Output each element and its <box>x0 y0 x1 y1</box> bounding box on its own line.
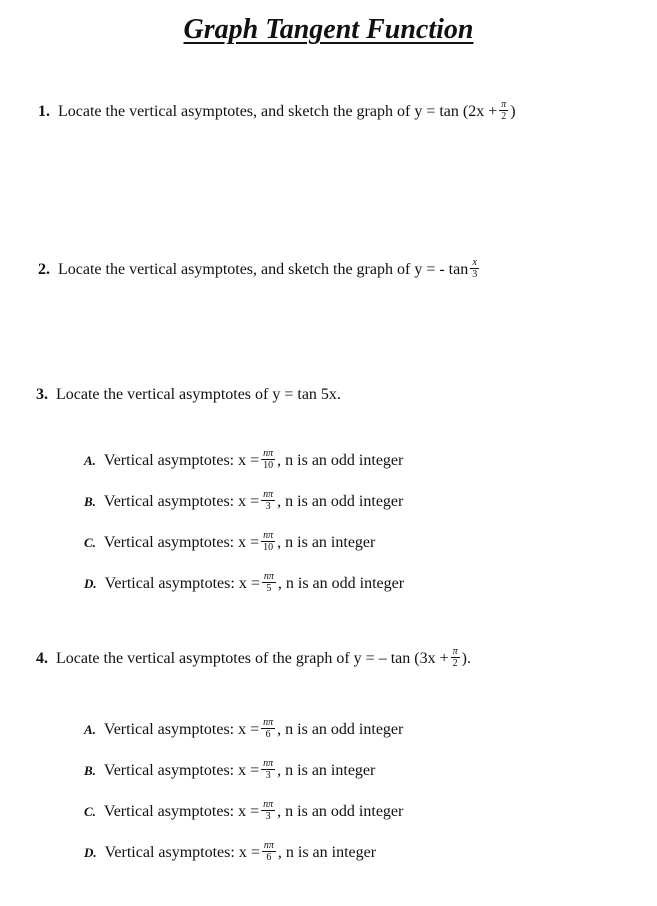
fraction: $\frac{n\pi}{6}$ <box>263 840 274 863</box>
question-2 <box>38 259 481 282</box>
question-1: 1. Locate the vertical asymptotes, and sketch the graph of y = tan (2x + $\frac{\pi}{2}$ ) <box>38 99 516 122</box>
question-number: 4. <box>36 650 48 668</box>
question-3 <box>36 385 341 405</box>
q4-option-c[interactable]: C. Vertical asymptotes: x = $\frac{n\pi}{3}$ , n is an odd integer <box>84 799 404 822</box>
q4-option-a[interactable]: A. Vertical asymptotes: x = $\frac{n\pi}{6}$ , n is an odd integer <box>84 717 404 740</box>
question-number: 3. <box>36 386 48 403</box>
page-title: Graph Tangent Function <box>183 14 474 45</box>
fraction: $\frac{n\pi}{5}$ <box>263 571 274 594</box>
fraction: $\frac{\pi}{2}$ <box>501 99 507 122</box>
question-text: Locate the vertical asymptotes, and sketch the graph of y = - tan <box>58 261 469 279</box>
q3-option-c[interactable]: C. Vertical asymptotes: x = $\frac{n\pi}{10}$ , n is an integer <box>84 530 376 553</box>
fraction: $\frac{n\pi}{10}$ <box>263 530 274 553</box>
fraction: $\frac{n\pi}{6}$ <box>263 717 274 740</box>
question-text: Locate the vertical asymptotes, and sketch the graph of y = tan (2x + <box>58 103 498 121</box>
question-number: 1. <box>38 103 50 121</box>
q4-option-b[interactable]: B. Vertical asymptotes: x = $\frac{n\pi}{3}$ , n is an integer <box>84 758 376 781</box>
question-4: 4. Locate the vertical asymptotes of the graph of y = – tan (3x + $\frac{\pi}{2}$ ). <box>36 646 471 669</box>
q4-option-d[interactable]: D. Vertical asymptotes: x = $\frac{n\pi}{6}$ , n is an integer <box>84 840 377 863</box>
question-text: Locate the vertical asymptotes of the graph of y = – tan (3x + <box>56 650 449 668</box>
q3-option-a[interactable]: A. Vertical asymptotes: x = $\frac{n\pi}{10}$ , n is an odd integer <box>84 448 404 471</box>
fraction: $\frac{n\pi}{3}$ <box>263 758 274 781</box>
question-number: 2. <box>38 261 50 279</box>
q3-option-d[interactable]: D. Vertical asymptotes: x = $\frac{n\pi}{5}$ , n is an odd integer <box>84 571 405 594</box>
fraction: $\frac{n\pi}{10}$ <box>263 448 274 471</box>
q3-option-b[interactable]: B. Vertical asymptotes: x = $\frac{n\pi}{3}$ , n is an odd integer <box>84 489 404 512</box>
fraction: $\frac{x}{3}$ <box>472 257 478 280</box>
fraction: $\frac{\pi}{2}$ <box>452 646 458 669</box>
question-text: Locate the vertical asymptotes of y = tan 5x. <box>56 386 341 403</box>
fraction: $\frac{n\pi}{3}$ <box>263 799 274 822</box>
fraction: $\frac{n\pi}{3}$ <box>263 489 274 512</box>
